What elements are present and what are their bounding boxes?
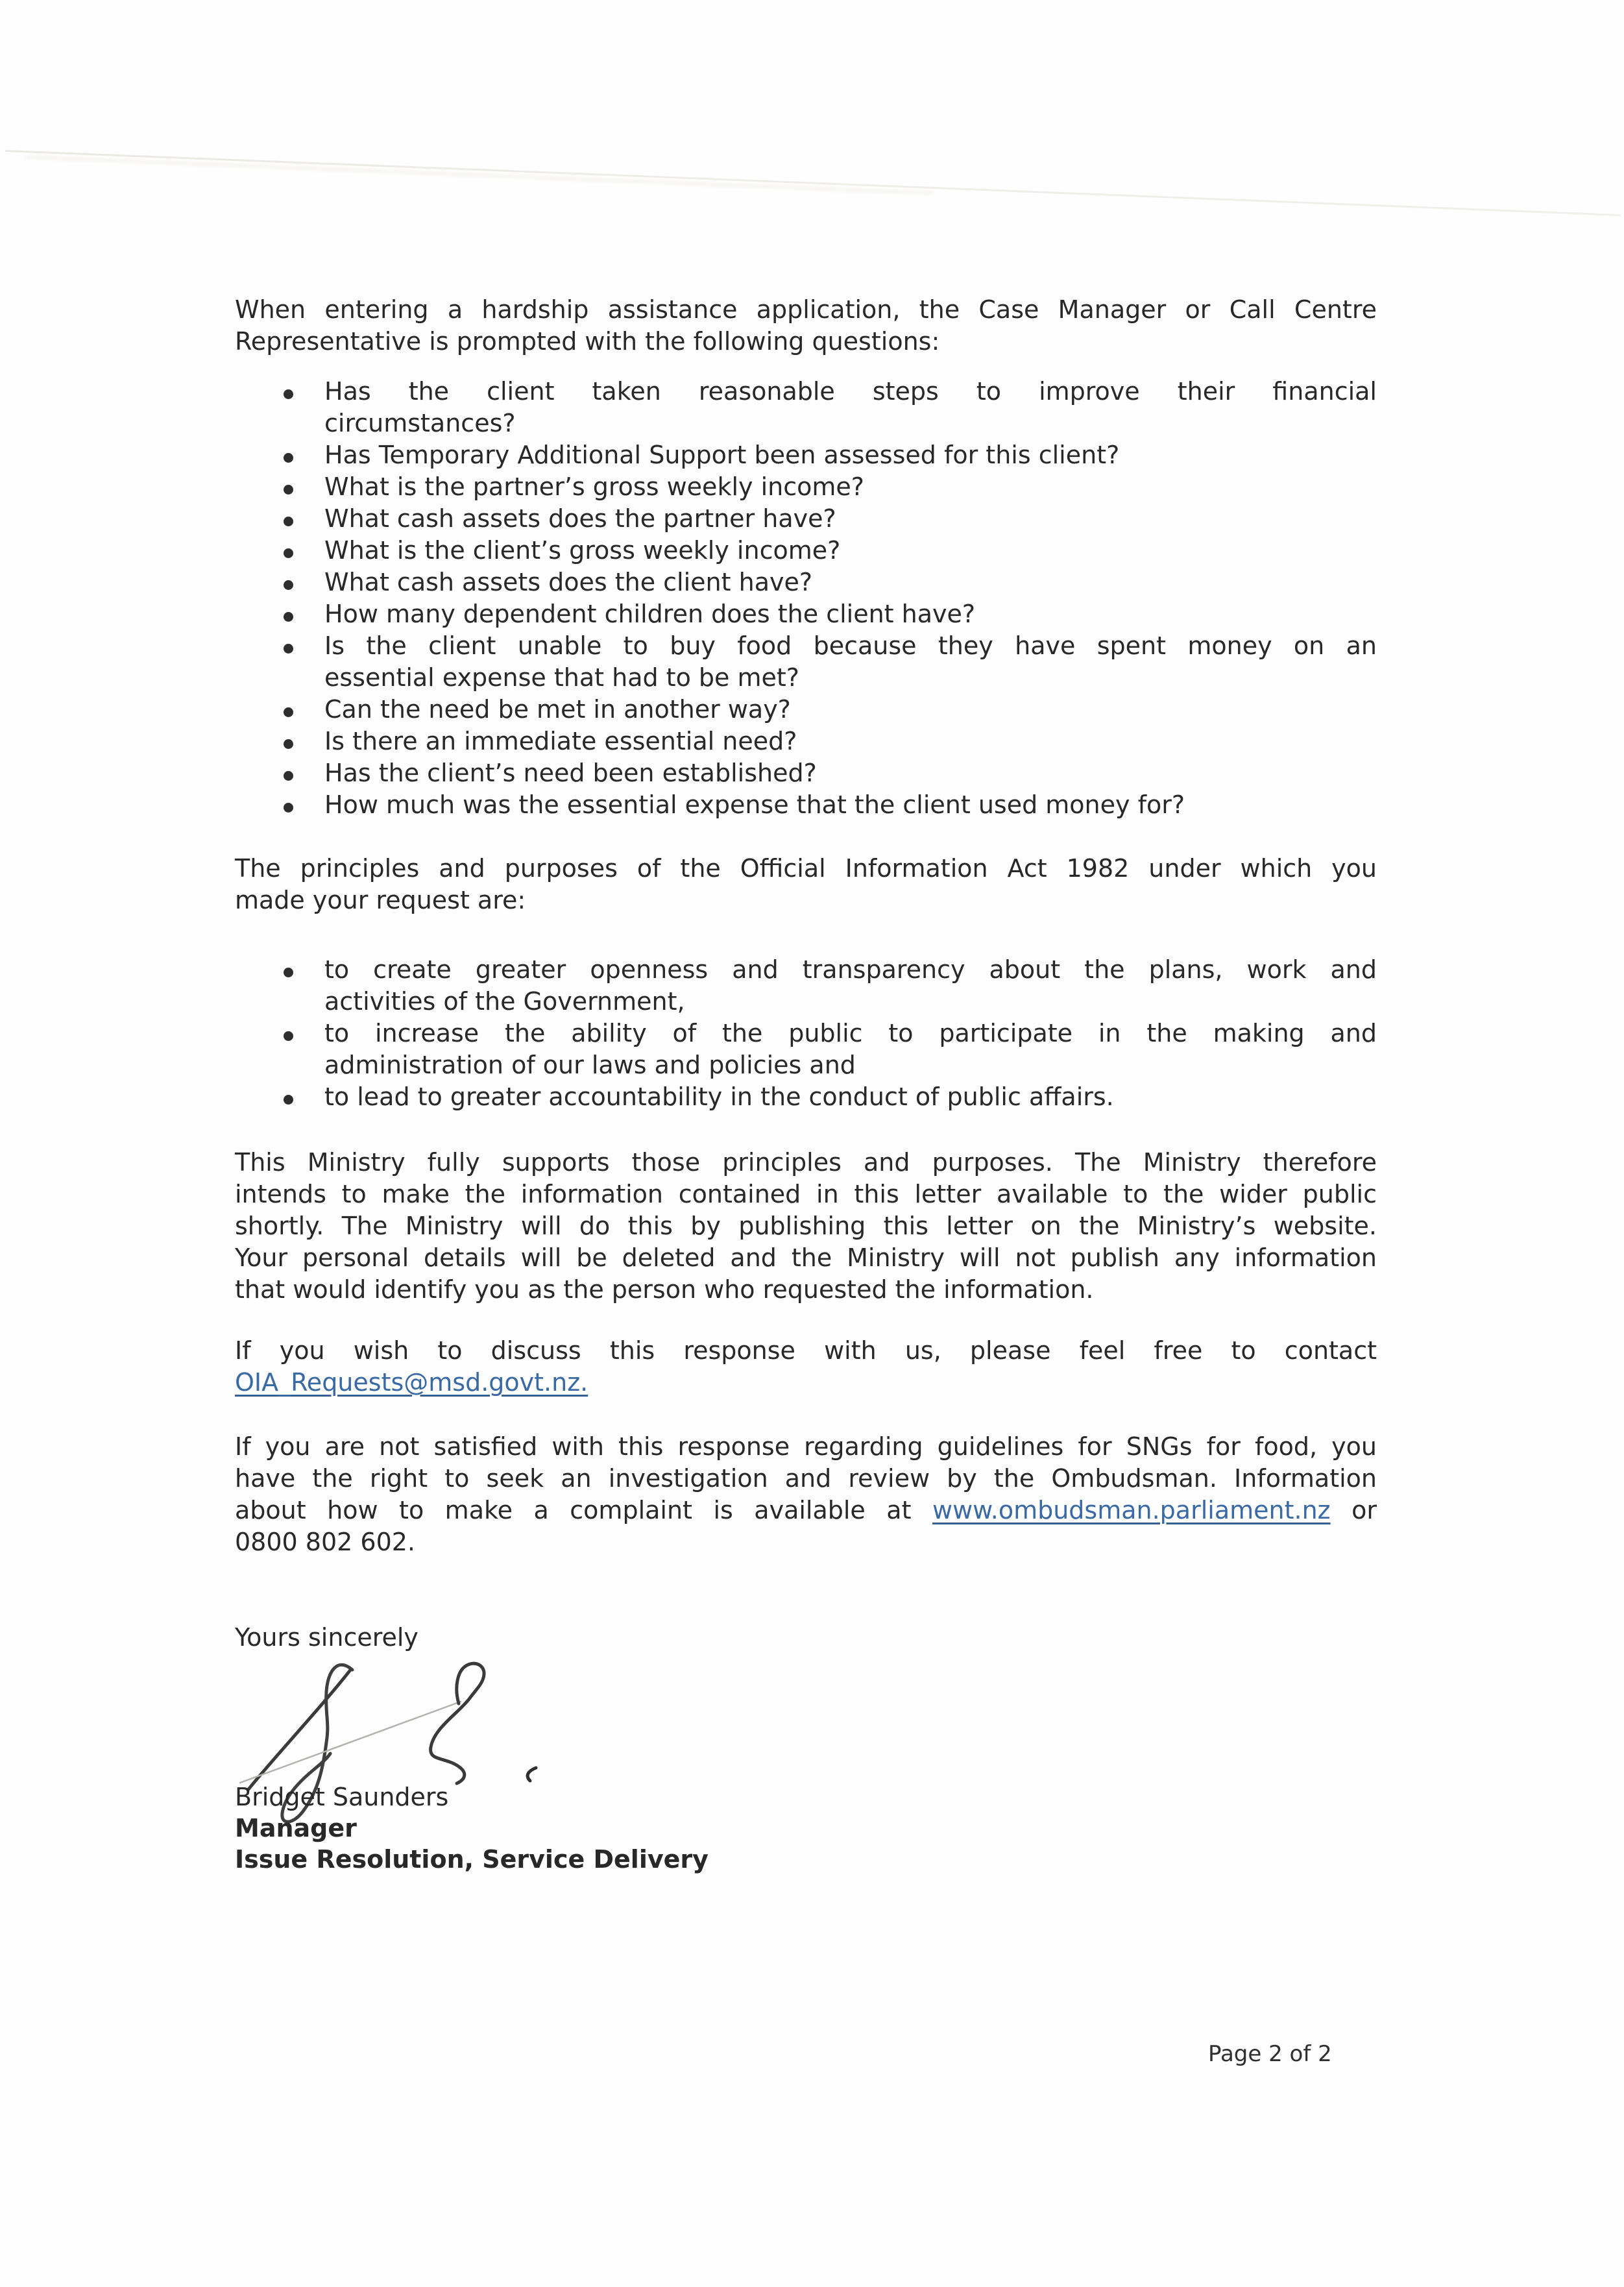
- paragraph-intro-line2: Representative is prompted with the following questions:: [235, 327, 940, 356]
- scan-crease-shadow: [26, 155, 934, 195]
- list-item-text: How many dependent children does the client have?: [324, 600, 976, 628]
- principles-list: [235, 954, 1377, 1113]
- paragraph-ombudsman-line1: If you are not satisfied with this response regarding guidelines for SNGs for food, you: [235, 1432, 1377, 1461]
- closing-salutation: Yours sincerely: [235, 1623, 418, 1652]
- list-item: [235, 789, 1377, 821]
- page-number: Page 2 of 2: [1208, 2041, 1332, 2067]
- paragraph-publication-line4: Your personal details will be deleted and the Ministry will not publish any information: [235, 1243, 1377, 1272]
- list-item-text: Is the client unable to buy food because they have spent money on an: [324, 631, 1377, 660]
- list-item-text: to increase the ability of the public to participate in the making and: [324, 1019, 1377, 1047]
- signatory-department: Issue Resolution, Service Delivery: [235, 1845, 709, 1874]
- list-item-text: What is the client’s gross weekly income?: [324, 536, 841, 565]
- bullet-icon: [284, 453, 293, 463]
- list-item-text: Has Temporary Additional Support been assessed for this client?: [324, 441, 1120, 469]
- paragraph-principles: [235, 853, 1377, 916]
- list-item-text: Has the client’s need been established?: [324, 759, 817, 787]
- bullet-icon: [284, 1031, 293, 1041]
- list-item-text: to create greater openness and transparency about the plans, work and: [324, 955, 1377, 984]
- questions-list: [235, 376, 1377, 821]
- paragraph-publication: [235, 1147, 1377, 1306]
- bullet-icon: [284, 707, 293, 717]
- list-item: [235, 1081, 1377, 1113]
- list-item-text: What is the partner’s gross weekly income?: [324, 472, 864, 501]
- list-item: [235, 630, 1377, 694]
- signatory-title: Manager: [235, 1814, 357, 1842]
- paragraph-publication-line3: shortly. The Ministry will do this by publishing this letter on the Ministry’s website.: [235, 1212, 1377, 1240]
- list-item: [235, 954, 1377, 1018]
- bullet-icon: [284, 612, 293, 622]
- paragraph-publication-line1: This Ministry fully supports those principles and purposes. The Ministry therefore: [235, 1148, 1377, 1177]
- list-item-text: essential expense that had to be met?: [324, 663, 799, 692]
- paragraph-ombudsman-line2: have the right to seek an investigation and review by the Ombudsman. Information: [235, 1464, 1377, 1493]
- list-item: [235, 503, 1377, 535]
- paragraph-publication-line2: intends to make the information contained in this letter available to the wider public: [235, 1180, 1377, 1208]
- paragraph-ombudsman: [235, 1431, 1377, 1558]
- list-item-text: circumstances?: [324, 409, 516, 437]
- email-link[interactable]: OIA_Requests@msd.govt.nz.: [235, 1368, 588, 1397]
- signatory-name: Bridget Saunders: [235, 1783, 449, 1811]
- bullet-icon: [284, 485, 293, 495]
- bullet-icon: [284, 389, 293, 399]
- paragraph-intro: [235, 294, 1377, 358]
- paragraph-principles-line2: made your request are:: [235, 886, 526, 914]
- list-item-text: Is there an immediate essential need?: [324, 727, 797, 755]
- bullet-icon: [284, 644, 293, 654]
- list-item: [235, 376, 1377, 439]
- list-item: [235, 694, 1377, 726]
- paragraph-principles-line1: The principles and purposes of the Official Information Act 1982 under which you: [235, 854, 1377, 883]
- ombudsman-line3-pre: about how to make a complaint is available at: [235, 1496, 912, 1524]
- list-item-text: administration of our laws and policies and: [324, 1051, 856, 1079]
- list-item: [235, 567, 1377, 598]
- paragraph-contact-line1: If you wish to discuss this response with us, please feel free to contact: [235, 1336, 1377, 1365]
- bullet-icon: [284, 548, 293, 558]
- bullet-icon: [284, 1095, 293, 1105]
- list-item: [235, 1018, 1377, 1081]
- phone-number: 0800 802 602.: [235, 1528, 416, 1556]
- bullet-icon: [284, 968, 293, 977]
- signatory-block: [235, 1781, 709, 1875]
- ombudsman-line3-post: or: [1351, 1496, 1377, 1524]
- ombudsman-link[interactable]: www.ombudsman.parliament.nz: [932, 1496, 1331, 1524]
- list-item-text: Has the client taken reasonable steps to improve their financial: [324, 377, 1377, 406]
- list-item: [235, 757, 1377, 789]
- list-item-text: to lead to greater accountability in the conduct of public affairs.: [324, 1082, 1114, 1111]
- list-item: [235, 726, 1377, 757]
- paragraph-publication-line5: that would identify you as the person who requested the information.: [235, 1275, 1094, 1304]
- list-item-text: What cash assets does the client have?: [324, 568, 813, 596]
- list-item-text: Can the need be met in another way?: [324, 695, 791, 724]
- list-item-text: How much was the essential expense that the client used money for?: [324, 790, 1185, 819]
- list-item-text: What cash assets does the partner have?: [324, 504, 836, 533]
- list-item-text: activities of the Government,: [324, 987, 685, 1016]
- bullet-icon: [284, 517, 293, 526]
- paragraph-intro-line1: When entering a hardship assistance application, the Case Manager or Call Centre: [235, 295, 1377, 324]
- paragraph-contact: [235, 1335, 1377, 1399]
- list-item: [235, 471, 1377, 503]
- list-item: [235, 598, 1377, 630]
- bullet-icon: [284, 771, 293, 781]
- list-item: [235, 535, 1377, 567]
- scan-crease-line: [5, 150, 1621, 216]
- bullet-icon: [284, 580, 293, 590]
- list-item: [235, 439, 1377, 471]
- bullet-icon: [284, 803, 293, 813]
- bullet-icon: [284, 739, 293, 749]
- paragraph-ombudsman-line3: [235, 1495, 1377, 1526]
